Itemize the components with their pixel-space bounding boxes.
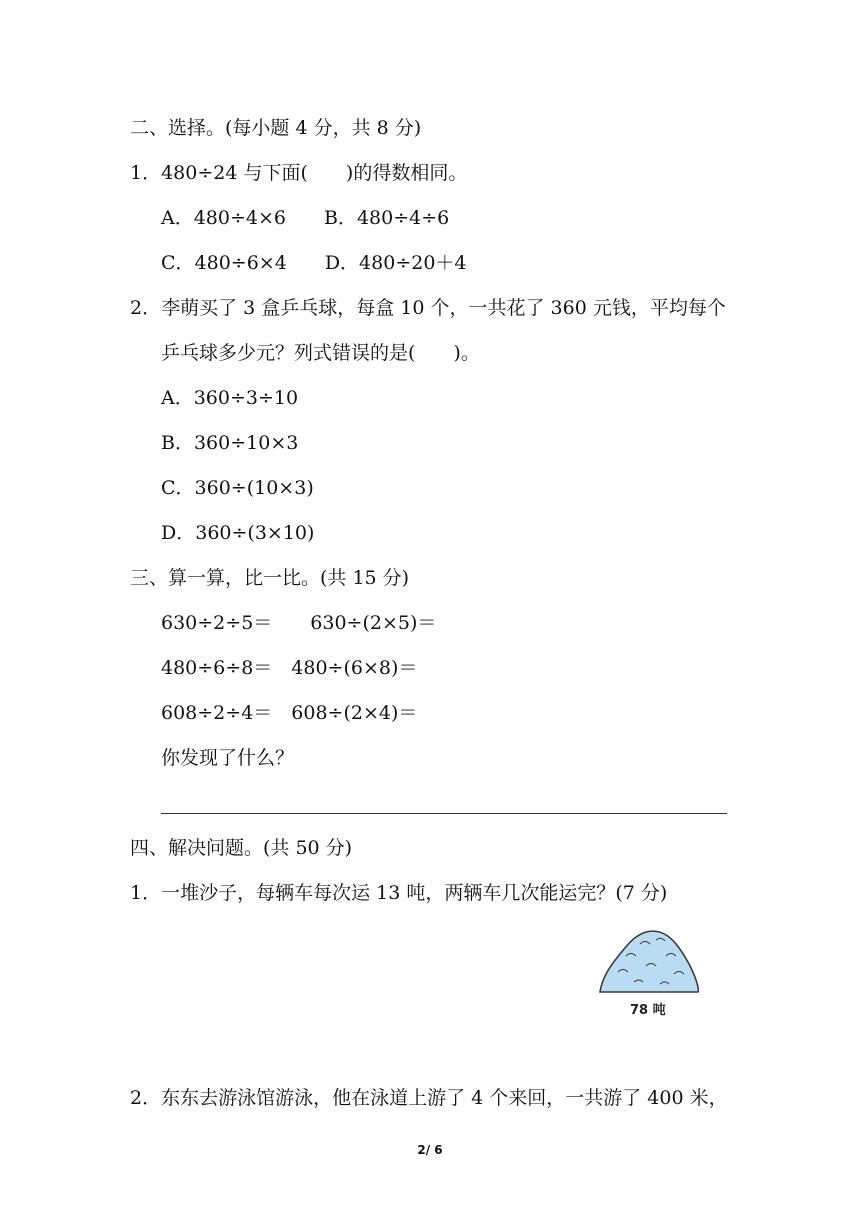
calc-row-3: 608÷2÷4＝ 608÷(2×4)＝ bbox=[161, 702, 418, 724]
sand-pile-illustration bbox=[596, 926, 702, 996]
q2-option-c: C．360÷(10×3) bbox=[161, 477, 314, 499]
q2-stem-line2: 乒乓球多少元？列式错误的是( )。 bbox=[161, 342, 480, 364]
q1-options-ab: A．480÷4×6 B．480÷4÷6 bbox=[161, 207, 450, 229]
q2-option-d: D．360÷(3×10) bbox=[161, 522, 315, 544]
section4-q2-stem: 2．东东去游泳馆游泳，他在泳道上游了 4 个来回，一共游了 400 米， bbox=[130, 1087, 728, 1109]
discovery-prompt: 你发现了什么？ bbox=[161, 747, 295, 769]
sand-pile-outline bbox=[600, 931, 698, 992]
page-number: 2/ 6 bbox=[417, 1143, 443, 1157]
q2-stem-line1: 2．李萌买了 3 盒乒乓球，每盒 10 个，一共花了 360 元钱，平均每个 bbox=[130, 297, 726, 319]
section4-heading: 四、解决问题。(共 50 分) bbox=[130, 837, 353, 859]
calc-row-2: 480÷6÷8＝ 480÷(6×8)＝ bbox=[161, 657, 418, 679]
section2-heading: 二、选择。(每小题 4 分，共 8 分) bbox=[130, 117, 422, 139]
q2-option-a: A．360÷3÷10 bbox=[161, 387, 299, 409]
section3-heading: 三、算一算，比一比。(共 15 分) bbox=[130, 567, 410, 589]
answer-line bbox=[161, 813, 727, 814]
q1-stem: 1．480÷24 与下面( )的得数相同。 bbox=[130, 162, 468, 184]
calc-row-1: 630÷2÷5＝ 630÷(2×5)＝ bbox=[161, 612, 437, 634]
sand-pile-label: 78 吨 bbox=[630, 1003, 666, 1018]
q2-option-b: B．360÷10×3 bbox=[161, 432, 299, 454]
section4-q1-stem: 1．一堆沙子，每辆车每次运 13 吨，两辆车几次能运完？(7 分) bbox=[130, 882, 668, 904]
q1-options-cd: C．480÷6×4 D．480÷20＋4 bbox=[161, 252, 467, 274]
